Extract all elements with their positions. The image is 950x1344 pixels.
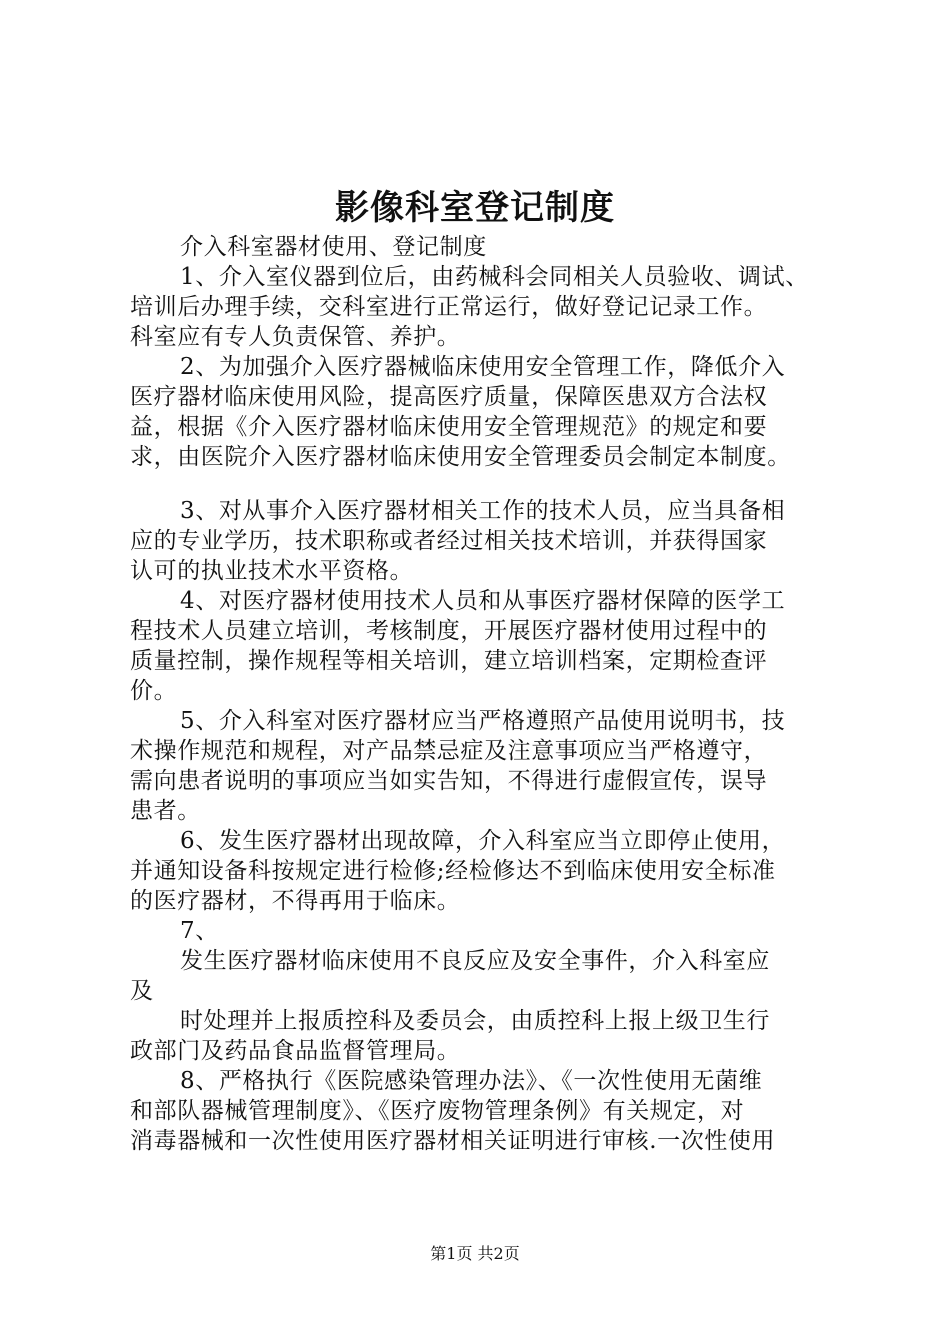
- paragraph-line: 需向患者说明的事项应当如实告知，不得进行虚假宣传，误导: [130, 768, 768, 794]
- paragraph-line: 8、严格执行《医院感染管理办法》、《一次性使用无菌维: [180, 1068, 763, 1094]
- document-title: 影像科室登记制度: [335, 188, 615, 228]
- paragraph-line: 应的专业学历，技术职称或者经过相关技术培训，并获得国家: [130, 528, 768, 554]
- paragraph-line: 的医疗器材，不得再用于临床。: [130, 888, 461, 914]
- paragraph-line: 及: [130, 978, 154, 1004]
- page-number: 第1页 共2页: [430, 1244, 520, 1263]
- paragraph-line: 求，由医院介入医疗器材临床使用安全管理委员会制定本制度。: [130, 444, 791, 470]
- paragraph-line: 政部门及药品食品监督管理局。: [130, 1038, 461, 1064]
- paragraph-line: 培训后办理手续，交科室进行正常运行，做好登记记录工作。: [130, 294, 768, 320]
- paragraph-line: 术操作规范和规程，对产品禁忌症及注意事项应当严格遵守，: [130, 738, 768, 764]
- section-heading: 介入科室器材使用、登记制度: [180, 234, 487, 260]
- paragraph-line: 发生医疗器材临床使用不良反应及安全事件，介入科室应: [180, 948, 770, 974]
- paragraph-line: 4、对医疗器材使用技术人员和从事医疗器材保障的医学工: [180, 588, 786, 614]
- paragraph-line: 和部队器械管理制度》、《医疗废物管理条例》有关规定，对: [130, 1098, 745, 1124]
- paragraph-line: 5、介入科室对医疗器材应当严格遵照产品使用说明书，技: [180, 708, 786, 734]
- document-body: [130, 232, 846, 1156]
- paragraph-line: 消毒器械和一次性使用医疗器材相关证明进行审核.一次性使用: [130, 1128, 776, 1154]
- paragraph-line: 时处理并上报质控科及委员会，由质控科上报上级卫生行: [180, 1008, 770, 1034]
- paragraph-line: 2、为加强介入医疗器械临床使用安全管理工作，降低介入: [180, 354, 786, 380]
- paragraph-line: 医疗器材临床使用风险，提高医疗质量，保障医患双方合法权: [130, 384, 768, 410]
- paragraph-line: 6、发生医疗器材出现故障，介入科室应当立即停止使用，: [180, 828, 786, 854]
- paragraph-line: 质量控制，操作规程等相关培训，建立培训档案，定期检查评: [130, 648, 768, 674]
- paragraph-line: 7、: [180, 918, 219, 944]
- paragraph-spacer: [130, 472, 846, 496]
- paragraph-line: 价。: [130, 678, 178, 704]
- paragraph-line: 认可的执业技术水平资格。: [130, 558, 414, 584]
- paragraph-line: 1、介入室仪器到位后，由药械科会同相关人员验收、调试、: [180, 264, 809, 290]
- paragraph-line: 程技术人员建立培训，考核制度，开展医疗器材使用过程中的: [130, 618, 768, 644]
- paragraph-line: 3、对从事介入医疗器材相关工作的技术人员，应当具备相: [180, 498, 786, 524]
- paragraph-line: 并通知设备科按规定进行检修;经检修达不到临床使用安全标准: [130, 858, 776, 884]
- paragraph-line: 患者。: [130, 798, 201, 824]
- paragraph-line: 益，根据《介入医疗器材临床使用安全管理规范》的规定和要: [130, 414, 768, 440]
- paragraph-line: 科室应有专人负责保管、养护。: [130, 324, 461, 350]
